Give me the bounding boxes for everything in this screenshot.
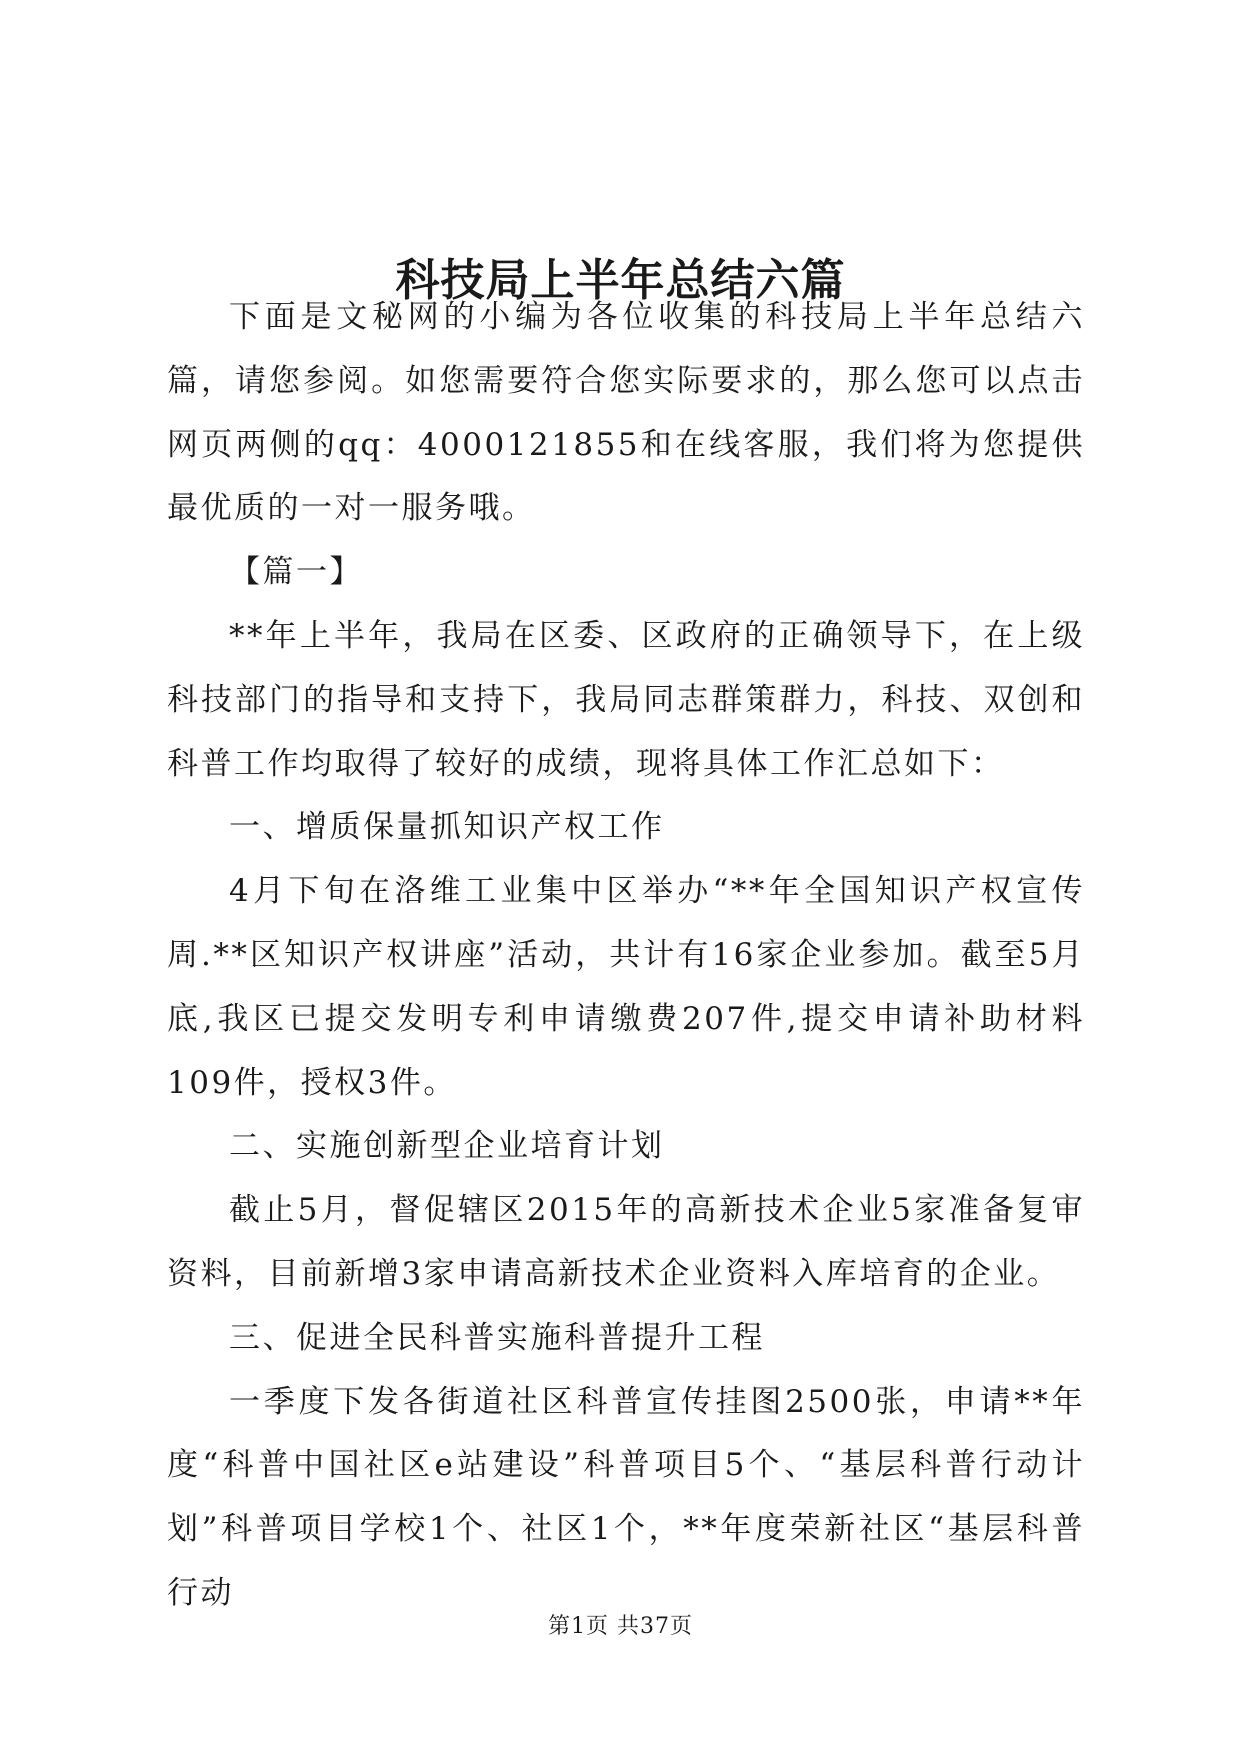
heading-science-popularization: 三、促进全民科普实施科普提升工程 [229, 1319, 765, 1356]
paragraph-science-popularization: 一季度下发各街道社区科普宣传挂图2500张，申请**年度“科普中国社区e站建设”科普项目5个、“基层科普行动计划”科普项目学校1个、社区1个，**年度荣新社区“基层科普行动 [167, 1383, 1085, 1611]
paragraph-intro: 下面是文秘网的小编为各位收集的科技局上半年总结六篇，请您参阅。如您需要符合您实际要求的，那么您可以点击网页两侧的qq：4000121855和在线客服，我们将为您提供最优质的一对一服务哦。 [167, 299, 1085, 527]
paragraph-overview: **年上半年，我局在区委、区政府的正确领导下，在上级科技部门的指导和支持下，我局同志群策群力，科技、双创和科普工作均取得了较好的成绩，现将具体工作汇总如下： [167, 617, 1085, 782]
section-label-part-one: 【篇一】 [229, 554, 363, 591]
heading-innovation-plan: 二、实施创新型企业培育计划 [229, 1128, 665, 1165]
document-body [167, 286, 1085, 1626]
heading-ip-work: 一、增质保量抓知识产权工作 [229, 809, 665, 846]
paragraph-innovation-plan: 截止5月，督促辖区2015年的高新技术企业5家准备复审资料，目前新增3家申请高新技术企业资料入库培育的企业。 [167, 1192, 1085, 1292]
page-number-footer: 第1页 共37页 [548, 1614, 693, 1639]
paragraph-ip-work: 4月下旬在洛维工业集中区举办“**年全国知识产权宣传周.**区知识产权讲座”活动，共计有16家企业参加。截至5月底,我区已提交发明专利申请缴费207件,提交申请补助材料109件，授权3件。 [167, 873, 1085, 1101]
document-title: 科技局上半年总结六篇 [395, 255, 846, 307]
